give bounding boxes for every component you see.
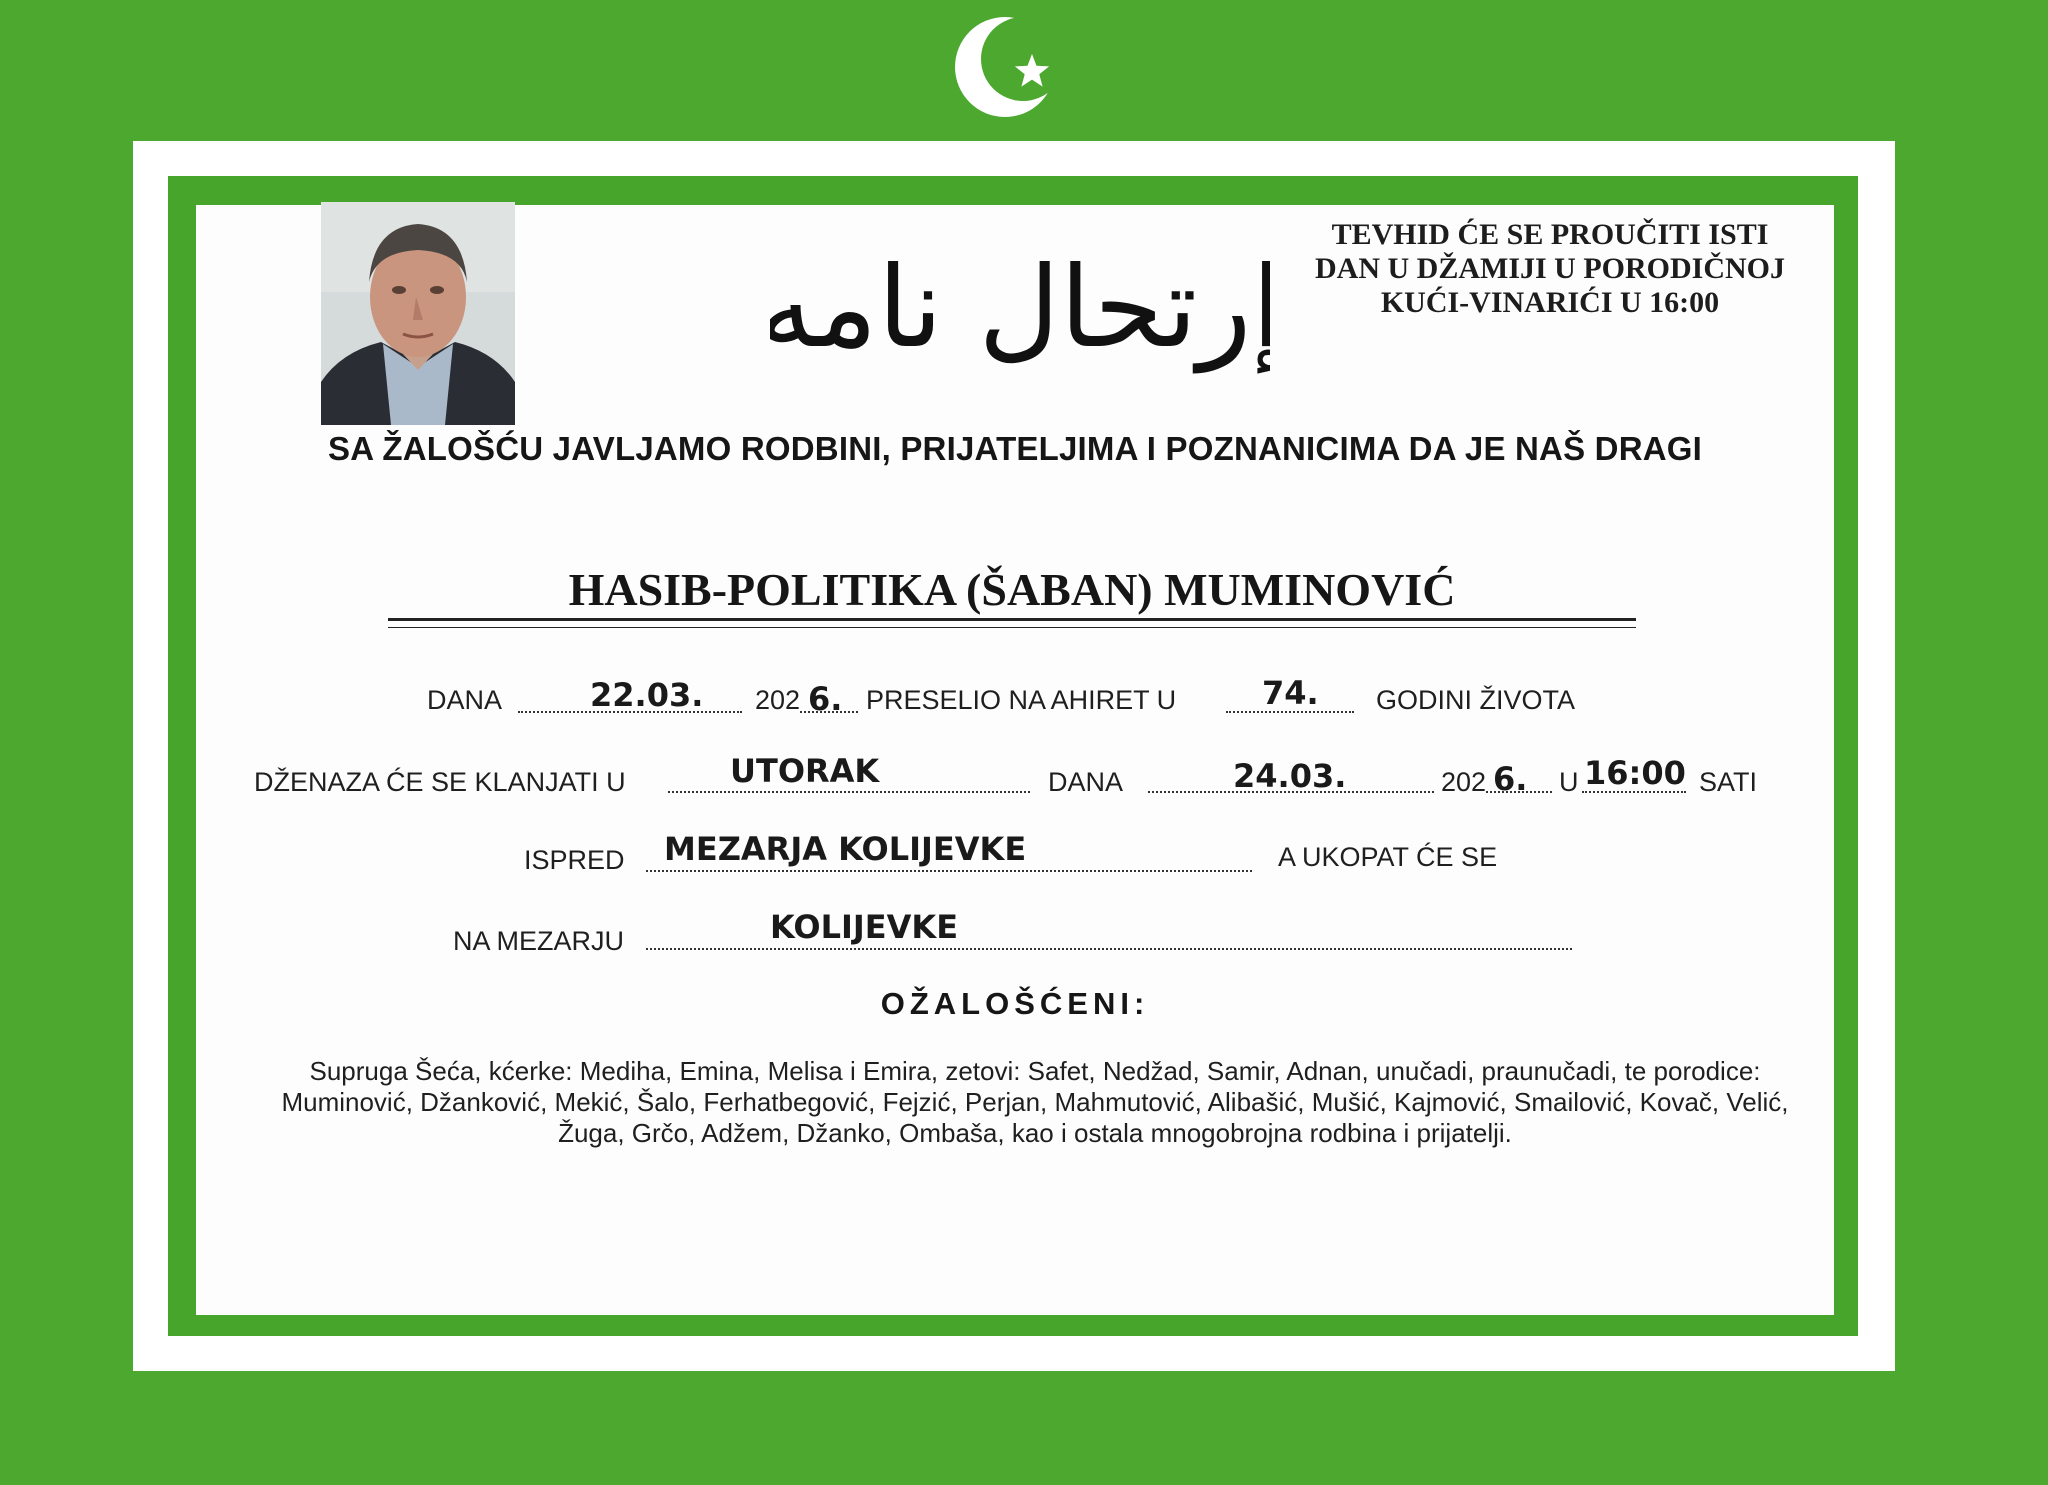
burial-place: KOLIJEVKE <box>770 908 959 946</box>
year-prefix: 202 <box>755 685 801 715</box>
label-funeral-dana: DANA <box>1048 767 1124 797</box>
name-underline <box>388 618 1636 621</box>
tevhid-line-2: DAN U DŽAMIJI U PORODIČNOJ <box>1315 252 1785 285</box>
tevhid-line-3: KUĆI-VINARIĆI U 16:00 <box>1380 286 1720 319</box>
funeral-weekday: UTORAK <box>730 752 880 790</box>
age-value: 74. <box>1262 674 1319 712</box>
label-sati: SATI <box>1699 767 1758 797</box>
funeral-year-prefix: 202 <box>1441 767 1487 797</box>
label-u: U <box>1559 767 1579 797</box>
label-godini: GODINI ŽIVOTA <box>1376 685 1576 715</box>
funeral-date: 24.03. <box>1233 757 1347 795</box>
mourners-heading: OŽALOŠĆENI: <box>880 986 1150 1021</box>
tevhid-notice <box>1250 218 1850 320</box>
announcement-text: SA ŽALOŠĆU JAVLJAMO RODBINI, PRIJATELJIMA I POZNANICIMA DA JE NAŠ DRAGI <box>328 430 1702 467</box>
arabic-title-text: إرتحال نامه <box>770 243 1270 373</box>
name-underline-thin <box>388 627 1636 628</box>
mourners-list: Supruga Šeća, kćerke: Mediha, Emina, Melisa i Emira, zetovi: Safet, Nedžad, Samir, Adnan, unučadi, praunučadi, te porodice: Muminović, Džanković, Mekić, Šalo, Ferhatbegović, Fejzić, Perjan, Mahmutović, Alibašić, Mušić, Kajmović, Smailović, Kovač, Velić, Žuga, Grčo, Adžem, Džanko, Ombaša, kao i ostala mnogobrojna rodbina i prijatelji. <box>281 1056 1789 1148</box>
label-preselio: PRESELIO NA AHIRET U <box>866 685 1177 715</box>
death-year-digit: 6. <box>808 680 843 718</box>
crescent-star-icon <box>950 12 1070 122</box>
death-date: 22.03. <box>590 676 704 714</box>
label-ispred: ISPRED <box>524 845 625 875</box>
weekday-dotted-line <box>668 791 1030 793</box>
portrait-photo <box>321 202 515 425</box>
deceased-name: HASIB-POLITIKA (ŠABAN) MUMINOVIĆ <box>568 564 1456 615</box>
label-dzenaza: DŽENAZA ĆE SE KLANJATI U <box>254 767 626 797</box>
arabic-title <box>770 228 1270 398</box>
funeral-time: 16:00 <box>1584 754 1686 792</box>
funeral-place: MEZARJA KOLIJEVKE <box>664 830 1027 868</box>
tevhid-line-1: TEVHID ĆE SE PROUČITI ISTI <box>1331 218 1769 251</box>
place-dotted-line <box>646 870 1252 872</box>
burial-dotted-line <box>646 948 1572 950</box>
label-ukopat: A UKOPAT ĆE SE <box>1278 842 1498 872</box>
label-na-mezarju: NA MEZARJU <box>453 926 625 956</box>
label-dana: DANA <box>427 685 503 715</box>
funeral-year-digit: 6. <box>1493 760 1528 798</box>
